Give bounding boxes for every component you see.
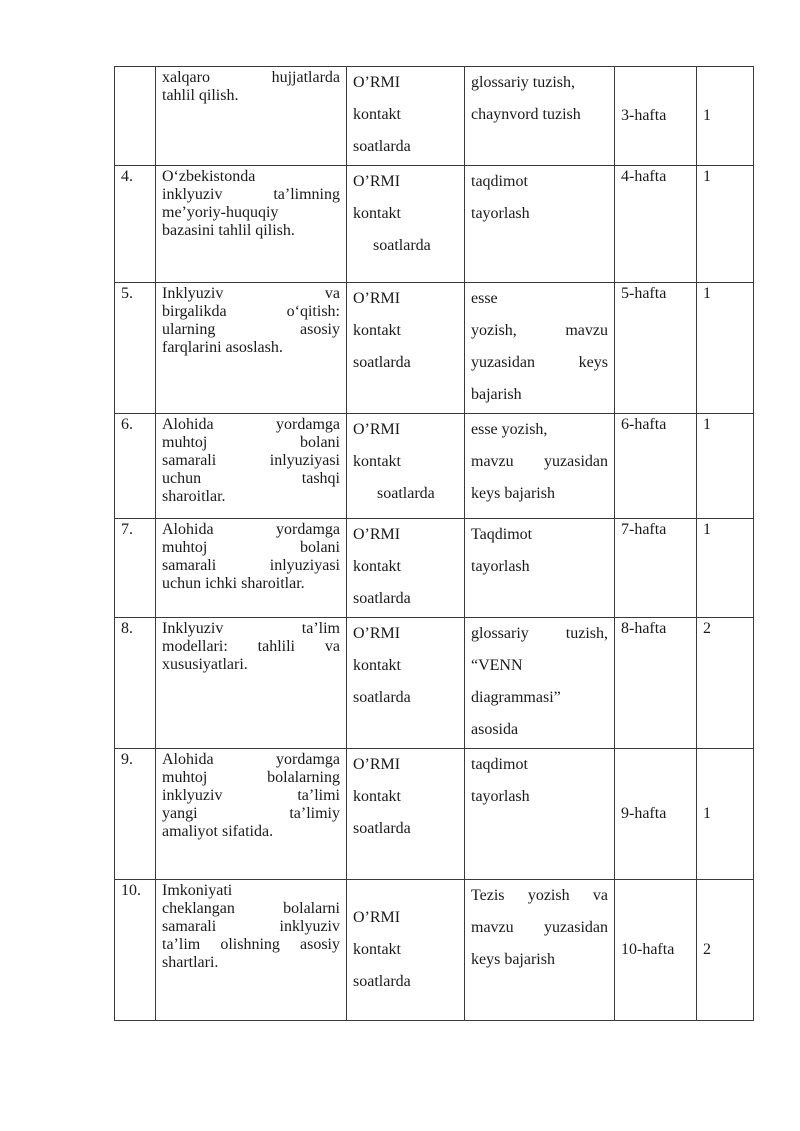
table-row: [115, 414, 754, 519]
topic-cell: [156, 880, 347, 1021]
topic-line: farqlarini asoslash.: [162, 339, 283, 356]
form-line: O’RMI: [353, 909, 401, 926]
form-line: O’RMI: [353, 173, 401, 190]
task-line: esse yozish,: [471, 421, 548, 438]
table-row: [115, 67, 754, 166]
task-line: chaynvord tuzish: [471, 106, 581, 123]
form-line: kontakt: [353, 788, 401, 805]
task-line: bajarish: [471, 386, 522, 403]
topic-line: Inklyuziv va: [162, 285, 340, 302]
topic-line: uchun tashqi: [162, 470, 340, 487]
topic-cell: [156, 414, 347, 519]
topic-line: amaliyot sifatida.: [162, 823, 274, 840]
row-number: 7.: [115, 519, 156, 618]
table-row: [115, 283, 754, 414]
topic-cell: [156, 618, 347, 749]
topic-line: samarali inlyuziyasi: [162, 557, 340, 574]
topic-cell: [156, 283, 347, 414]
row-number: 10.: [115, 880, 156, 1021]
topic-line: Inklyuziv ta’lim: [162, 620, 340, 637]
topic-line: yangi ta’limiy: [162, 805, 340, 822]
topic-line: samarali inklyuziv: [162, 918, 340, 935]
task-line: esse: [471, 290, 498, 307]
topic-line: Alohida yordamga: [162, 751, 340, 768]
task-line: keys bajarish: [471, 485, 555, 502]
hours-cell: 1: [697, 749, 754, 880]
form-cell: [347, 618, 465, 749]
week-cell: 6-hafta: [615, 414, 697, 519]
study-plan-table: [114, 66, 754, 1021]
topic-line: O‘zbekistonda: [162, 168, 256, 185]
topic-line: uchun ichki sharoitlar.: [162, 575, 305, 592]
task-line: Taqdimot: [471, 526, 533, 543]
topic-line: Imkoniyati: [162, 882, 233, 899]
task-line: tayorlash: [471, 205, 530, 222]
task-line: taqdimot: [471, 173, 528, 190]
topic-line: muhtoj bolani: [162, 539, 340, 556]
task-cell: [465, 749, 615, 880]
topic-line: me’yoriy-huquqiy: [162, 204, 279, 221]
table-row: [115, 166, 754, 283]
table-row: [115, 749, 754, 880]
task-line: mavzu yuzasidan: [471, 453, 608, 470]
form-line: O’RMI: [353, 290, 401, 307]
table-row: [115, 618, 754, 749]
task-cell: [465, 414, 615, 519]
task-line: glossariy tuzish,: [471, 74, 575, 91]
form-line: soatlarda: [353, 354, 411, 371]
row-number: 6.: [115, 414, 156, 519]
week-cell: 9-hafta: [615, 749, 697, 880]
topic-line: Alohida yordamga: [162, 521, 340, 538]
hours-cell: 1: [697, 283, 754, 414]
form-line: soatlarda: [353, 820, 411, 837]
form-cell: [347, 166, 465, 283]
task-line: taqdimot: [471, 756, 528, 773]
row-number: 8.: [115, 618, 156, 749]
hours-cell: 2: [697, 880, 754, 1021]
task-line: yozish, mavzu: [471, 322, 608, 339]
table-row: [115, 519, 754, 618]
form-line: O’RMI: [353, 625, 401, 642]
topic-line: inklyuziv ta’limning: [162, 186, 340, 203]
form-cell: [347, 749, 465, 880]
topic-line: Alohida yordamga: [162, 416, 340, 433]
topic-line: bazasini tahlil qilish.: [162, 222, 295, 239]
topic-line: inklyuziv ta’limi: [162, 787, 340, 804]
form-line: O’RMI: [353, 526, 401, 543]
row-number: 5.: [115, 283, 156, 414]
task-line: mavzu yuzasidan: [471, 919, 608, 936]
form-cell: [347, 414, 465, 519]
topic-line: muhtoj bolani: [162, 434, 340, 451]
form-line: soatlarda: [353, 590, 411, 607]
task-line: Tezis yozish va: [471, 887, 608, 904]
hours-cell: 2: [697, 618, 754, 749]
topic-line: xususiyatlari.: [162, 656, 248, 673]
form-line: soatlarda: [353, 973, 411, 990]
task-line: diagrammasi”: [471, 689, 561, 706]
task-cell: [465, 519, 615, 618]
topic-line: birgalikda o‘qitish:: [162, 303, 340, 320]
row-number: 4.: [115, 166, 156, 283]
week-cell: 10-hafta: [615, 880, 697, 1021]
form-line: kontakt: [353, 106, 401, 123]
row-number: [115, 67, 156, 166]
form-line: kontakt: [353, 205, 401, 222]
form-line: soatlarda: [353, 689, 411, 706]
form-cell: [347, 283, 465, 414]
task-cell: [465, 67, 615, 166]
task-cell: [465, 880, 615, 1021]
week-cell: 4-hafta: [615, 166, 697, 283]
task-cell: [465, 283, 615, 414]
hours-cell: 1: [697, 414, 754, 519]
topic-line: ta’lim olishning asosiy: [162, 936, 340, 953]
task-cell: [465, 618, 615, 749]
form-line: kontakt: [353, 453, 401, 470]
form-cell: [347, 67, 465, 166]
form-line: O’RMI: [353, 74, 401, 91]
row-number: 9.: [115, 749, 156, 880]
task-line: glossariy tuzish,: [471, 625, 608, 642]
topic-line: tahlil qilish.: [162, 87, 239, 104]
topic-cell: [156, 519, 347, 618]
form-line: soatlarda: [373, 237, 431, 254]
task-line: yuzasidan keys: [471, 354, 608, 371]
task-line: “VENN: [471, 657, 523, 674]
table-row: [115, 880, 754, 1021]
topic-line: samarali inlyuziyasi: [162, 452, 340, 469]
hours-cell: 1: [697, 519, 754, 618]
task-line: tayorlash: [471, 788, 530, 805]
task-line: tayorlash: [471, 558, 530, 575]
week-cell: 7-hafta: [615, 519, 697, 618]
topic-cell: [156, 749, 347, 880]
form-cell: [347, 519, 465, 618]
form-line: kontakt: [353, 941, 401, 958]
task-cell: [465, 166, 615, 283]
form-line: kontakt: [353, 558, 401, 575]
form-cell: [347, 880, 465, 1021]
task-line: keys bajarish: [471, 951, 555, 968]
topic-line: sharoitlar.: [162, 488, 226, 505]
topic-line: modellari: tahlili va: [162, 638, 340, 655]
topic-line: cheklangan bolalarni: [162, 900, 340, 917]
form-line: kontakt: [353, 322, 401, 339]
topic-cell: [156, 166, 347, 283]
topic-cell: [156, 67, 347, 166]
form-line: O’RMI: [353, 756, 401, 773]
task-line: asosida: [471, 721, 519, 738]
topic-line: shartlari.: [162, 954, 219, 971]
hours-cell: 1: [697, 166, 754, 283]
form-line: soatlarda: [377, 485, 435, 502]
form-line: O’RMI: [353, 421, 401, 438]
form-line: kontakt: [353, 657, 401, 674]
week-cell: 3-hafta: [615, 67, 697, 166]
topic-line: ularning asosiy: [162, 321, 340, 338]
form-line: soatlarda: [353, 138, 411, 155]
week-cell: 8-hafta: [615, 618, 697, 749]
hours-cell: 1: [697, 67, 754, 166]
topic-line: muhtoj bolalarning: [162, 769, 340, 786]
topic-line: xalqaro hujjatlarda: [162, 69, 340, 86]
week-cell: 5-hafta: [615, 283, 697, 414]
